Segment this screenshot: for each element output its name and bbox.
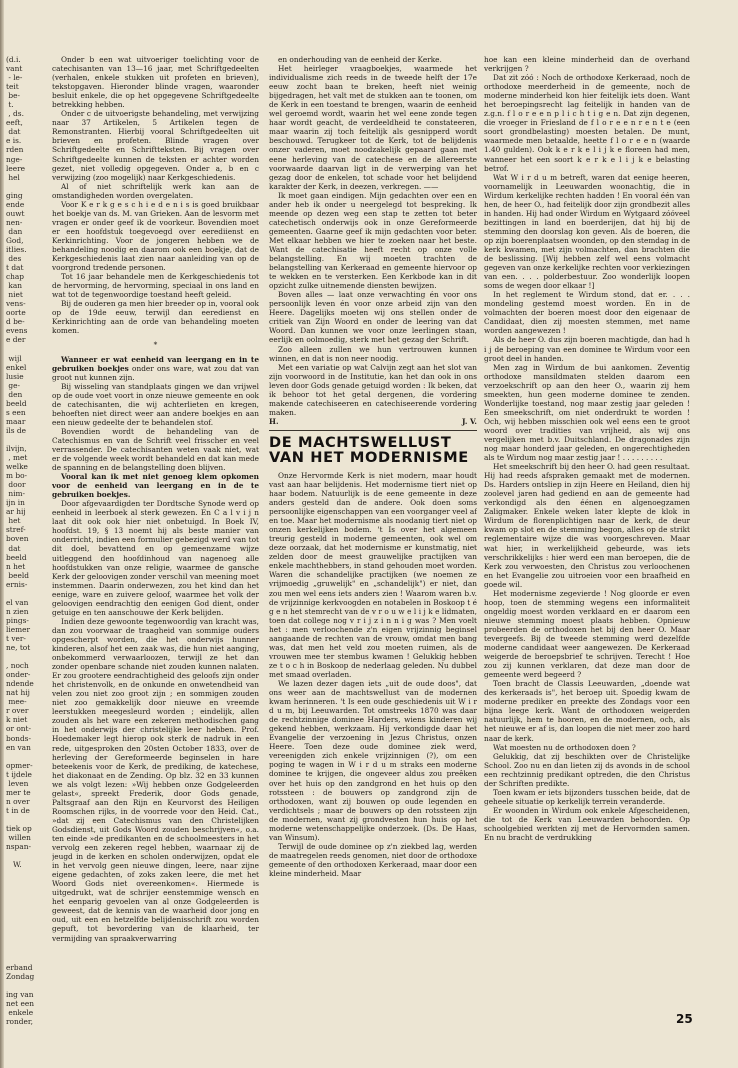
- bold-paragraph: Vooral kan ik met niet genoeg klem opkomen voor de eenheid van leergang en in de te gebruiken boekjes.: [52, 472, 259, 500]
- paragraph: Wat W i r d u m betreft, waren dat eenige heeren, voornamelijk in Leeuwarden woonachtig, die in Wirdum kerkelijke rechten hadden ! En vooral één van hen, de heer O., had feitelijk door zijn grondbezit alles in handen. Hij had onder Wirdum en Wytgaard zóóveel bezittingen in land en boerderijen, dat hij bij de stemming den doorslag kon geven. Als de boeren, die op zijn boerenplaatsen woonden, op den stemdag in de kerk kwamen, met zijn volmachten, dan brachten die de beslissing. [Wij hebben zelf wel eens volmacht gegeven van onze kerkelijke rechten voor verkiezingen van een. . . . polderbestuur. Zoo wonderlijk loopen soms de wegen door elkaar !]: [484, 172, 690, 291]
- paragraph: Bij wisseling van standplaats gingen we dan vrijwel op de oude voet voort in onze nieuwe gemeente en ook de catechisanten, die wij achterlieten en kregen, behoeften niet direct weer aan andere boekjes en aan een nieuw gedeelte der te behandelen stof.: [52, 381, 259, 427]
- paragraph: Voor K e r k g e s c h i e d e n i s is goed bruikbaar het boekje van ds. M. van Grieken. Aan de lesvorm met vragen er onder geef ik de voorkeur. Bovendien moet er een hoofdstuk toegevoegd over eerediienst en Kerkinrichting. Voor de jongeren hebben we de behandeling noodig en daarom ook een boekje, dat de Kerkgeschiedenis laat zien naar aanleiding van op de voorgrond tredende personen.: [52, 199, 259, 273]
- paragraph: Met een variatie op wat Calvijn zegt aan het slot van zijn voorwoord in de Institutie, kan het dan ook in ons leven door Gods genade getuigd worden : Ik beken, dat ik behoor tot het getal dergenen, die vordering makende catechiseeren en catechiseerende vordering maken.: [269, 362, 477, 417]
- paragraph: Terwijl de oude dominee op z'n ziekbed lag, werden de maatregelen reeds genomen, niet door de orthodoxe gemeente of den orthodoxen Kerkeraad, maar door een kleine minderheid. Maar: [269, 841, 477, 878]
- section-divider-star: *: [153, 340, 158, 350]
- signature-initial-left: H.: [269, 416, 279, 426]
- column-middle: [269, 55, 477, 1055]
- page-spine-shadow: [0, 0, 4, 1068]
- paragraph: Er woonden in Wirdum ook enkele Afgescheidenen, die tot de Kerk van Leeuwarden behoorden. Op schoolgebied werkten zij met de Hervormden samen. En nu bracht de verdrukking: [484, 805, 690, 843]
- signature-initials-right: J. V.: [462, 416, 477, 426]
- article-separator-rule: [269, 430, 477, 431]
- paragraph: Onder c de uitvoerigste behandeling, met verwijzing naar 37 Artikelen, 5 Artikelen tegen de Remonstranten. Hierbij vooral Schriftgedeelten uit brieven en profeten. Blinde vragen over Schriftgedeelte en Schriftteksten. Bij vragen over Schriftgedeelte kunnen de teksten er achter worden gezet, niet volledig opgegeven. Onder a, b en c verwijzing (zoo mogelijk) naar Kerkgeschiedenis.: [52, 109, 259, 182]
- paragraph: Dat zit zóó : Noch de orthodoxe Kerkeraad, noch de orthodoxe meerderheid in de gemeente, noch de moderne minderheid kon hier feitelijk iets doen. Want het beroepingsrecht lag feitelijk in handen van de z.g.n. f l o r e e n p l i c h t i g e n. Dat zijn degenen, die vroeger in Friesland de f l o r e e n r e n t e (een soort grondbelasting) moesten betalen. De munt, waarmede men betaalde, heette f l o r e e n (waarde 1.40 gulden). Ook k e r k e l i j k e floreen had men, wanneer het een soort k e r k e l i j k e belasting betrof.: [484, 73, 690, 173]
- paragraph: Zoo alleen zullen we hun vertrouwen kunnen winnen, en dat is non neer noodig.: [269, 344, 477, 363]
- paragraph: Door afgevaardigden ter Dordtsche Synode werd op eenheid in leerboek al sterk gewezen. En C a l v i j n laat dit ook ook hier niet onbetuigd. In Boek IV, hoofdst. 19, § 13 noemt hij als beste manier van onderricht, indien een formulier gebezigd werd van tot dit doel, bevattend en op gemeenzame wijze uitleggend den hoofdinhoud van nagenoeg alle hoofdstukken van onze religie, waarmee de gansche Kerk der geloovigen zonder verschil van meening moet instemmen. Daarin onderwezen, zou het kind dan het eenige, ware en zuivere geloof, waarmee het volk der geloovigen eendrachtig den eenigen God dient, onder getuige en ten aanschouwe der Kerk belijden.: [52, 499, 259, 617]
- paragraph: Toen bracht de Classis Leeuwarden, „doende wat des kerkeraads is", het beroep uit. Spoedig kwam de moderne prediker en preekte des Zondags voor een bijna leege kerk. Want de orthodoxen weigerden natuurlijk, hem te hooren, en de modernen, och, als het nieuwe er af is, dan loopen die niet meer zoo hard naar de kerk.: [484, 679, 690, 743]
- paragraph: Toen kwam er iets bijzonders tusschen beide, dat de geheele situatie op kerkelijk terrein veranderde.: [484, 787, 690, 806]
- paragraph: Gelukkig, dat zij beschikten over de Christelijke School. Zoo nu en dan lieten zij ds avonds in de school een rechtzinnig predikant optreden, die den Christus der Schriften predikte.: [484, 751, 690, 788]
- previous-page-margin-text: (d.i. vant - le- teit be- t. , ds. eeft, dat e is. rden nge- leere hel ging ende ouwt nen- dan God, itlies. des t dat chap kan niet vens- oorte d be- evens e der wijl enkel lusie ge- den beeld s een maar ils de ilvijn, , met welke m bo- door nim- ijn in ar hij het stref- boven dat beeld n het beeld ernis- el van n zien pings- liemer t ver- ne, tot , noch onder- ndende nat hij mee- r over k niet or ont- bonds- en van opmer- t ijdele leven mer te n over t in de tiek op willen nspan- W.: [6, 55, 34, 870]
- paragraph: Men zag in Wirdum de bui aankomen. Zeventig orthodoxe mansildmaten stelden daarom een verzoekschrift op aan den heer O., waarin zij hem smeekten, hun geen moderne dominee te zenden. Wonderlijke toestand, nog maar zestig jaar geleden ! Een smeekschrift, om niet onderdrukt te worden ! Och, wij hebben misschien ook wel eens een te groot woord over tradities van vrijheid, als wij ons vergelijken met b.v. Duitschland. De dragonades zijn nog maar honderd jaar geleden, en ongerechtigheden als te Wirdum nog maar zestig jaar ! . . . . . . . . .: [484, 362, 690, 463]
- paragraph: Onze Hervormde Kerk is niet modern, maar houdt vast aan haar belijdenis. Het modernisme tiert niet op haar bodem. Natuurlijk is de eene gemeente in deze anders gesteld dan de andere. Ook doen soms persoonlijke eigenschappen van een voorganger veel af en toe. Maar het modernisme als noodanig tiert niet op onzen kerkelijken bodem. 't Is over het algemeen treurig gesteld in moderne gemeenten, ook wel om deze oorzaak, dat het modernisme er kunstmatig, niet zelden door de meest grauwelijke practijken van enkele machthebbers, in stand gehouden moet worden. Waren die schandelijke practijken (we noemen ze vrijmoedig „gruwelijk" en „schandelijk") er niet, dan zou men wel eens iets anders zien ! Waarom waren b.v. de vrijzinnige kerkvoogden en notabelen in Boskoop t é g e n het stemrecht van de v r o u w e l i j k e lidmaten, toen dat college nog v r i j z i n n i g was ? Men voelt het : men verloochende z'n eigen vrijzinnig beginsel aangaande de rechten van de vrouw, omdat men bang was, dat men het veld zou moeten ruimen, als de vrouwen mee ter stembus kwamen ! Gelukkig hebben ze t o c h in Boskoop de nederlaag geleden. Nu dubbel met smaad overladen.: [269, 470, 477, 679]
- paragraph: hoe kan een kleine minderheid dan de overhand verkrijgen ?: [484, 55, 690, 74]
- paragraph-text: onder ons ware, wat zou dat van groot nut kunnen zijn.: [52, 363, 259, 382]
- paragraph: Tot 16 jaar behandele men de Kerkgeschiedenis tot de hervorming, de hervorming, speciaal in ons land en wat tot de tegenwoordige toestand heeft geleid.: [52, 272, 259, 300]
- paragraph: Het heirleger vraagboekjes, waarmede het individualisme zich reeds in de tweede helft der 17e eeuw zocht baan te breken, heeft niet weinig bijgedragen, het valt met de stukken aan te toonen, om de Kerk in een toestand te brengen, waarin de eenheid wel geroemd wordt, waarin het wel eene zonde tegen haar wordt geacht, de verdeeldheid te constateeren, maar waarin zij toch feitelijk als gesnipperd wordt beschouwd. Terugkeer tot de Kerk, tot de belijdenis onzer vaderen, moet noodzakelijk gepaard gaan met eene herleving van de catechese en de allereerste voorwaarde daarvan ligt in de verwerping van het gezag door de enkelen, tot schade voor het belijdend karakter der Kerk, in deezen, verkregen. ——: [269, 64, 477, 191]
- paragraph: Bovendien wordt de behandeling van de Catechismus en van de Schrift veel frisscher en veel verrassender. De catechisanten weten vaak niet, wat er de volgende week wordt behandeld en dat kan mede de spanning en de belangstelling doen blijven.: [52, 426, 259, 473]
- paragraph: Bij de ouderen ga men hier breeder op in, vooral ook op de 19de eeuw, terwijl dan eeredienst en Kerkinrichting aan de orde van behandeling moeten komen.: [52, 299, 259, 336]
- paragraph: [52, 355, 259, 382]
- previous-page-margin-text-bottom: erband Zondag ing van net een enkele ronder,: [6, 963, 35, 1027]
- paragraph: en onderhouding van de eenheid der Kerke.: [278, 55, 442, 64]
- paragraph: Het modernisme zegevierde ! Nog gloorde er even hoop, toen de stemming wegens een informaliteit ongeldig moest worden verklaard en er daarom een nieuwe stemming moest plaats hebben. Opnieuw probeerden de orthodoxen het bij den heer O. Maar tevergeefs. Bij de tweede stemming werd dezelfde moderne candidaat weer aangewezen. De Kerkeraad weigerde de beroepsbrief te schrijven. Terecht ! Hoe zou zij kunnen verklaren, dat deze man door de gemeente werd begeerd ?: [484, 588, 690, 680]
- paragraph: Indien deze gewoonte tegenwoordig van kracht was, dan zou voorwaar de traagheid van sommige ouders opgescherpt worden, die het onderwijs hunner kinderen, alsof het een zaak was, die hun niet aanging, onbekommerd verwaarloozen, terwijl ze het dan zonder openbare schande niet zouden kunnen nalaten. Er zou grootere eendrachtigheid des geloofs zijn onder het christenvolk, en de onkunde en onwetendheid van velen zou niet zoo groot zijn ; en sommigen zouden niet zoo gemakkelijk door nieuwe en vreemde leerstukken meegesleurd worden ; eindelijk, allen zouden als het ware een zekeren methodischen gang in het onderwijs der christelijke leer hebben. Prof. Hoedemaker legt hierop ook sterk de nadruk in een rede, uitgesproken den 20sten October 1833, over de herleving der Gereformeerde beginselen in hare beteekenis voor de Kerk, de prediking, de katechese, het diakonaat en de Zending. Op blz. 32 en 33 kunnen we als volgt lezen: »Wij hebben onze Godgeleerden gelast«, spreekt Frederik, door Gods genade, Paltsgraaf aan den Rijn en Keurvorst des Heiligen Roomschen rijks, in de voorrede voor den Heid. Cat., »dat zij een Catechismus van den Christelijken Godsdienst, uit Gods Woord zouden beschrijven«, o.a. ten einde »de predikanten en de schoolmeesters in het vervolg een zekeren regel hebben, waarnaar zij de jeugd in de kerken en scholen onderwijzen, opdat ele in het vervolg geen nieuwe dingen, leere, naar zijne eigene gedachten, of zoks zaken leere, die met het Woord Gods niet overeenkomen«. Hiermede is uitgedrukt, wat de schrijer eenstemmige wensch en het eenparig gevoelen van al onze Godgeleerden is geweest, dat de kennis van de waarheid door jong en oud, uit een en hetzelfde belijdenisschrift zou worden gepuft, tot bevordering van de klaarheid, ter vermijding van spraakverwarring: [52, 616, 259, 943]
- column-left: [52, 55, 259, 1055]
- paragraph: Het smeekschrift bij den heer O. had geen resultaat. Hij had reeds afspraken gemaakt met de modernen. Ds. Harders ontsliep in zijn Heere en Heiland, dien hij zoolevel jaren had gediend en aan de gemeente had verkondigd als den éénen en algenoegzamen Zaligmaker. Enkele weken later klepte de klok in Wirdum de florenplichtigen naar de kerk, de deur kwam op slot en de stemming begon, alles op de strikt reglementaire wijze die was voorgeschreven. Maar wat hier, in werkelijkheid gebeurde, was iets verschrikkelijks : hier werd een man beroepen, die de Kerk zou verwoesten, den Christus zou verloochenen en het Evangelie zou uitroeien voor een braafheid en goede wil.: [484, 462, 690, 589]
- article-signature: [269, 417, 477, 426]
- paragraph: Al of niet schriftelijk werk kan aan de omstandigheden worden overgelaten.: [52, 181, 259, 200]
- article-headline: DE MACHTSWELLUST VAN HET MODERNISME: [269, 433, 469, 467]
- paragraph: Ik moet gaan eindigen. Mijn gedachten over een en ander heb ik onder u neergelegd tot bespreking. Ik meende op dezen weg een stap te zetten tot beter catechetisch onderwijs ook in onze Gereformeerde gemeenten. Gaarne geef ik mijn gedachten voor beter. Met elkaar hebben we hier te zoeken naar het beste. Want de catechisatie heeft recht op onze volle belangstelling. En wij moeten trachten de belangstelling van Kerkeraad en gemeente hiervoor op te wekken en te versterken. Een Kerkbode kan in dit opzicht zulke uitnemende diensten bewijzen.: [269, 190, 477, 291]
- bold-phrase: Wanneer er wat eenheid van leergang en in te gebruiken boekjes: [52, 354, 259, 373]
- paragraph: We lazen dezer dagen iets „uit de oude doos", dat ons weer aan de machtswellust van de modernen kwam herinneren. 't Is een oude geschiedenis uit W i r d u m, bij Leeuwarden. Tot omstreeks 1870 was daar de rechtzinnige dominee Harders, wiens kinderen wij gekend hebben, werkzaam. Hij verkondigde daar het Evangelie der verzoening in Jezus Christus, onzen Heere. Toen deze oude dominee ziek werd, vereenigden zich enkele vrijzinnigen (?), om een poging te wagen in W i r d u m straks een moderne dominee te krijgen, die ongeveer aldus zou preêken over het huis op den zandgrond en het huis op den rotssteen : de bouwers op zandgrond zijn de orthodoxen, want zij bouwen op oude legenden en verdichtsels ; maar de bouwers op den rotssteen zijn de modernen, want zij grondvesten hun huis op het moderne wetenschappelijke onderzoek. (Ds. De Haas, van Winsum).: [269, 679, 477, 842]
- paragraph: Wat moesten nu de orthodoxen doen ?: [493, 742, 636, 752]
- page-number: 25: [676, 1012, 693, 1026]
- paragraph: Boven alles — laat onze verwachting én voor ons persoonlijk leven én voor onze arbeid zijn van den Heere. Dagelijks moeten wij ons stellen onder de critiek van Zijn Woord en onder de leering van dat Woord. Dan kunnen we voor onze leerlingen staan, eerlijk en oolmoedig, sterk met het gezag der Schrift.: [269, 290, 477, 345]
- paragraph: Onder b een wat uitvoeriger toelichting voor de catechisanten van 13—16 jaar, met Schriftgedeelten (verhalen, enkele stukken uit profeten en brieven), tekstopgaven. Hieronder blinde vragen, waaronder besluit enkele, die op het opgegevene Schriftgedeelte betrekking hebben.: [52, 55, 259, 110]
- column-right: [484, 55, 690, 1055]
- paragraph: Als de heer O. dus zijn boeren machtigde, dan had h i j de beroeping van een dominee te Wirdum voor een groot deel in handen.: [484, 335, 690, 363]
- paragraph: In het reglement te Wirdum stond, dat er. . . . mondeling gestemd moest worden. En in de volmachten der boeren moest door den eigenaar de Candidaat, dien zij moesten stemmen, met name worden aangewezen !: [484, 290, 690, 336]
